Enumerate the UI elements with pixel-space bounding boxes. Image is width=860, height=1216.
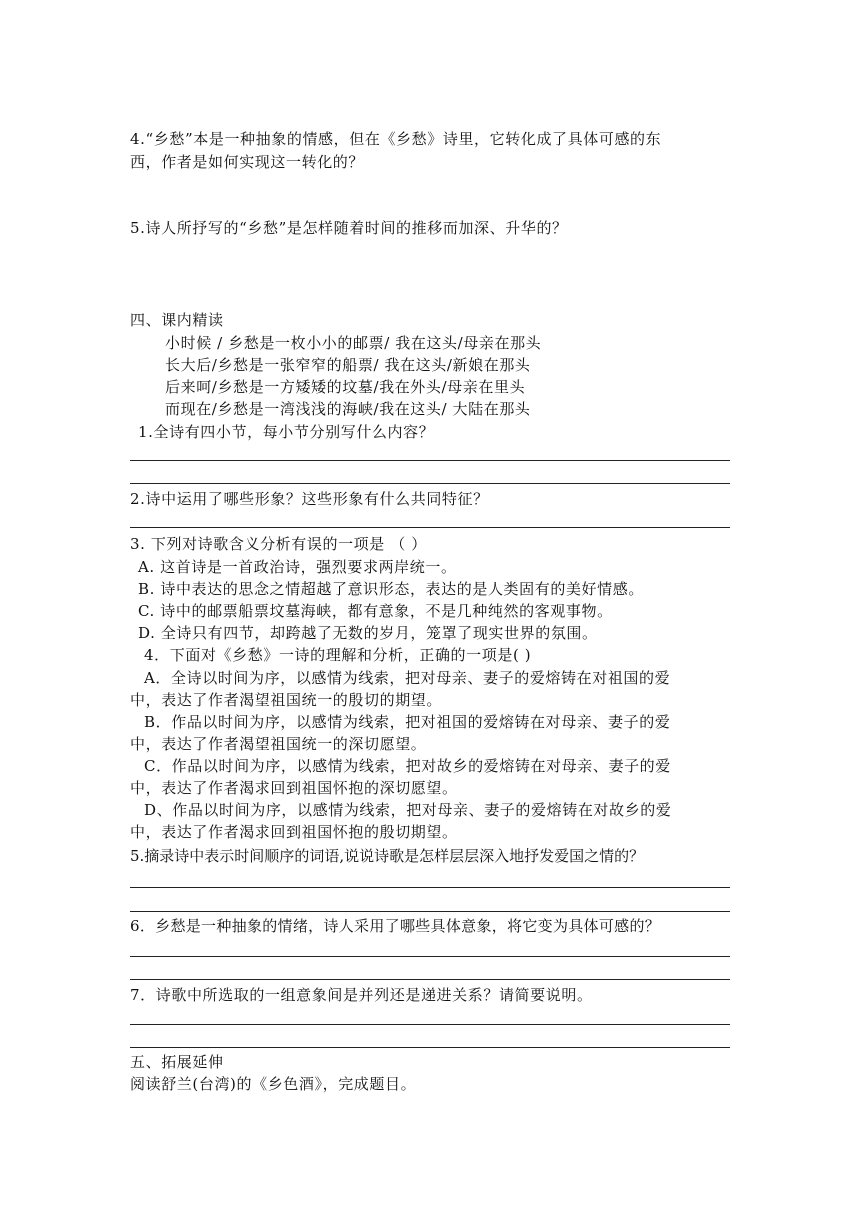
sec4-question-1: 1.全诗有四小节，每小节分别写什么内容？ (138, 423, 435, 441)
q4-option-b-line-1: B．作品以时间为序，以感情为线索，把对祖国的爱熔铸在对母亲、妻子的爱 (144, 713, 671, 731)
answer-line (130, 979, 730, 980)
poem-stanza-2: 长大后/乡愁是一张窄窄的船票/ 我在这头/新娘在那头 (165, 356, 531, 374)
section-4-heading: 四、课内精读 (130, 311, 224, 329)
answer-line (130, 1047, 730, 1048)
sec4-question-6: 6．乡愁是一种抽象的情绪，诗人采用了哪些具体意象，将它变为具体可感的？ (130, 917, 661, 935)
q4-option-c-line-1: C．作品以时间为序，以感情为线索，把对故乡的爱熔铸在对母亲、妻子的爱 (144, 757, 671, 775)
section-5-intro: 阅读舒兰(台湾)的《乡色酒》，完成题目。 (130, 1075, 417, 1093)
poem-stanza-1: 小时候 / 乡愁是一枚小小的邮票/ 我在这头/母亲在那头 (165, 334, 542, 352)
sec4-question-5: 5.摘录诗中表示时间顺序的词语,说说诗歌是怎样层层深入地抒发爱国之情的？ (130, 847, 645, 865)
sec4-question-3-stem: 3. 下列对诗歌含义分析有误的一项是 （ ） (130, 535, 427, 553)
answer-line (130, 887, 730, 888)
q3-option-b: B. 诗中表达的思念之情超越了意识形态，表达的是人类固有的美好情感。 (138, 580, 644, 598)
answer-line (130, 1024, 730, 1025)
section-5-heading: 五、拓展延伸 (130, 1053, 224, 1071)
q4-option-a-line-1: A．全诗以时间为序，以感情为线索，把对母亲、妻子的爱熔铸在对祖国的爱 (144, 669, 671, 687)
poem-stanza-4: 而现在/乡愁是一湾浅浅的海峡/我在这头/ 大陆在那头 (165, 400, 531, 418)
poem-stanza-3: 后来呵/乡愁是一方矮矮的坟墓/我在外头/母亲在里头 (165, 378, 526, 396)
q3-option-d: D. 全诗只有四节，却跨越了无数的岁月，笼罩了现实世界的氛围。 (138, 624, 598, 642)
q4-option-d-line-1: D、作品以时间为序，以感情为线索，把对母亲、妻子的爱熔铸在对故乡的爱 (144, 801, 672, 819)
sec4-question-7: 7．诗歌中所选取的一组意象间是并列还是递进关系？请简要说明。 (130, 986, 593, 1004)
answer-line (130, 527, 730, 528)
question-4-line-2: 西，作者是如何实现这一转化的？ (130, 153, 365, 171)
q3-option-c: C. 诗中的邮票船票坟墓海峡，都有意象，不是几种纯然的客观事物。 (138, 602, 613, 620)
question-4-line-1: 4.“乡愁”本是一种抽象的情感，但在《乡愁》诗里，它转化成了具体可感的东 (130, 130, 662, 148)
answer-line (130, 956, 730, 957)
q4-option-d-line-2: 中，表达了作者渴求回到祖国怀抱的殷切期望。 (130, 823, 458, 841)
q4-option-b-line-2: 中，表达了作者渴望祖国统一的深切愿望。 (130, 735, 427, 753)
answer-line (130, 483, 730, 484)
sec4-question-4-stem: 4．下面对《乡愁》一诗的理解和分析，正确的一项是( ) (144, 646, 532, 664)
answer-line (130, 460, 730, 461)
q4-option-c-line-2: 中，表达了作者渴求回到祖国怀抱的深切愿望。 (130, 779, 458, 797)
question-5: 5.诗人所抒写的“乡愁”是怎样随着时间的推移而加深、升华的？ (130, 219, 568, 237)
answer-line (130, 911, 730, 912)
q3-option-a: A. 这首诗是一首政治诗，强烈要求两岸统一。 (138, 558, 457, 576)
q4-option-a-line-2: 中，表达了作者渴望祖国统一的殷切的期望。 (130, 691, 443, 709)
sec4-question-2: 2.诗中运用了哪些形象？这些形象有什么共同特征？ (130, 490, 489, 508)
